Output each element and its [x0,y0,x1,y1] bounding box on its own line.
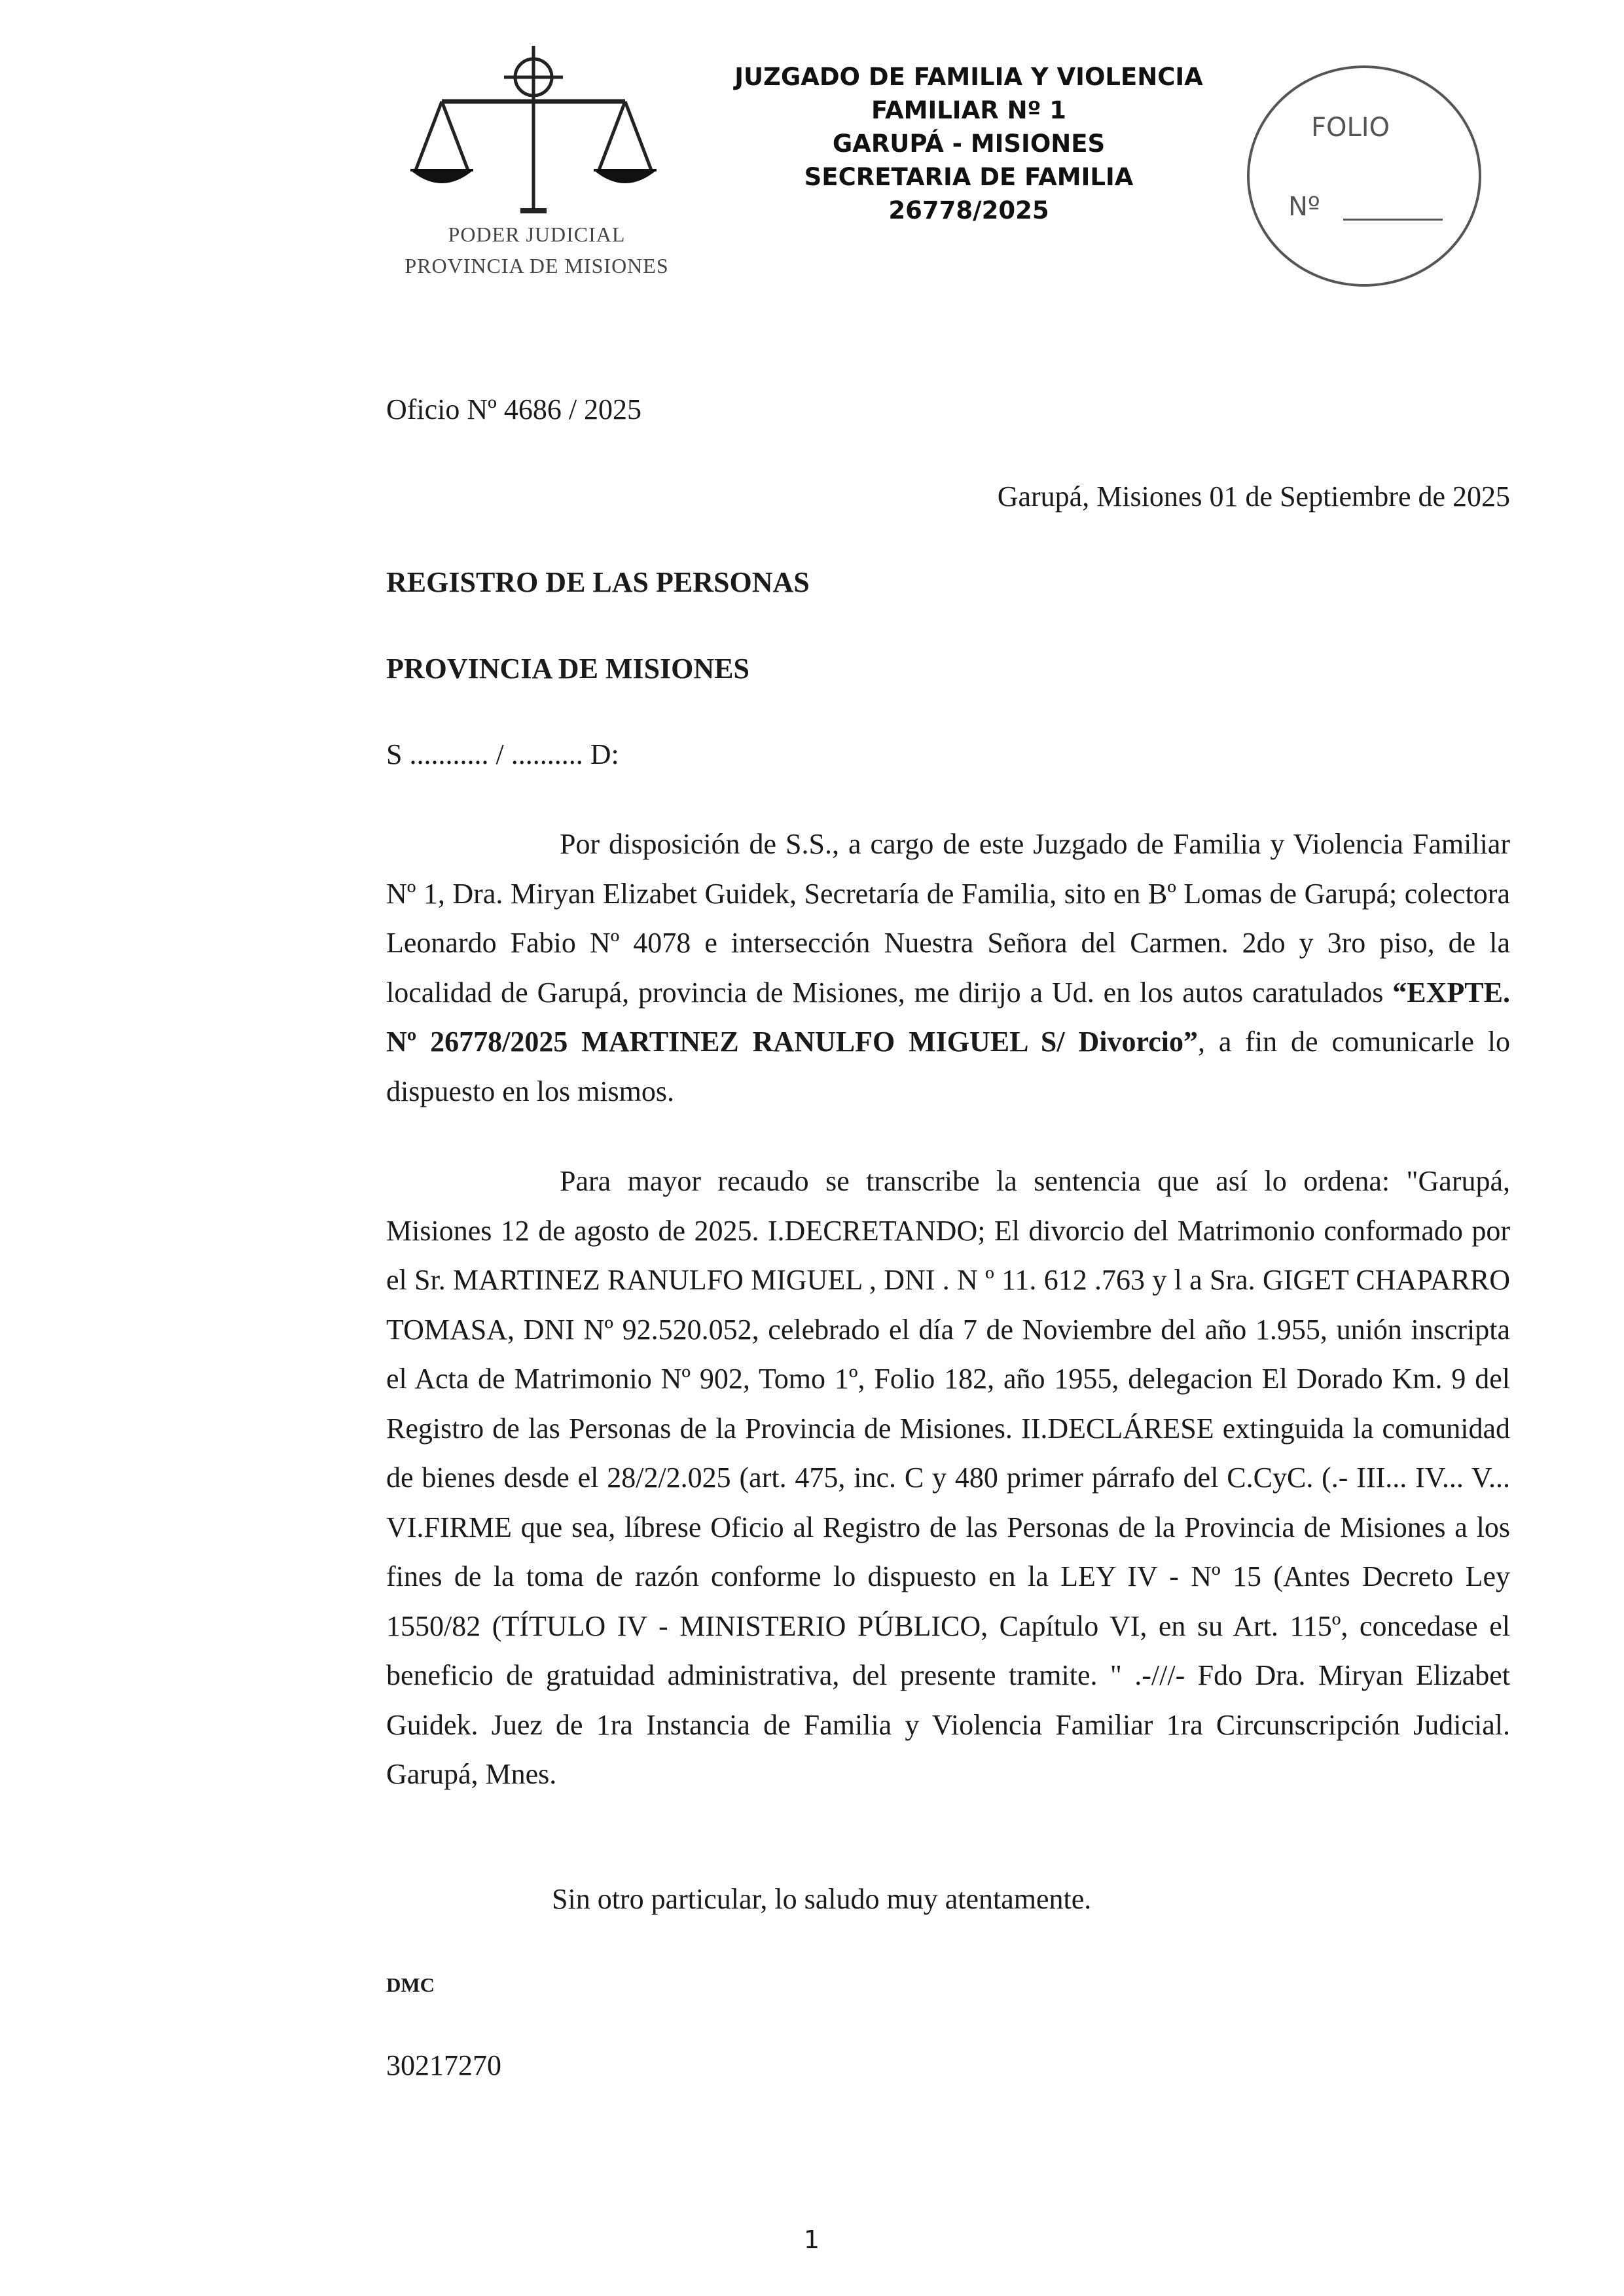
seal-text-line1: PODER JUDICIAL [448,223,626,246]
oficio-number: Oficio Nº 4686 / 2025 [386,393,642,425]
initials: DMC [386,1973,435,1996]
closing-line: Sin otro particular, lo saludo muy atentamente. [552,1883,1092,1915]
recipient-line2: PROVINCIA DE MISIONES [386,653,749,685]
folio-stamp [1247,65,1481,287]
seal-text-line2: PROVINCIA DE MISIONES [405,254,669,278]
folio-label: FOLIO [1311,113,1390,143]
reference-number: 30217270 [386,2049,501,2081]
court-line: FAMILIAR Nº 1 [871,96,1067,124]
paragraph-1-end: , a fin de comunicarle lo dispuesto en los mismos. [386,1026,1510,1107]
page-number: 1 [803,2225,820,2254]
paragraph-1-text: Por disposición de S.S., a cargo de este Juzgado de Familia y Violencia Familiar Nº 1, Dra. Miryan Elizabet Guidek, Secretaría de Familia, sito en Bº Lomas de Garupá; colectora Leonardo Fabio Nº 4078 e intersección Nuestra Señora del Carmen. 2do y 3ro piso, de la localidad de Garupá, provincia de Misiones, me dirijo a Ud. en los autos caratulados [386,828,1510,1009]
court-case-number: 26778/2025 [888,196,1049,224]
court-line: GARUPÁ - MISIONES [832,130,1106,158]
letter-date: Garupá, Misiones 01 de Septiembre de 2025 [997,480,1510,512]
court-line: SECRETARIA DE FAMILIA [804,163,1134,191]
salutation: S ........... / .......... D: [386,738,619,770]
case-title: “EXPTE. Nº 26778/2025 MARTINEZ RANULFO MIGUEL S/ Divorcio” [386,976,1510,1058]
paragraph-2-sentence: Para mayor recaudo se transcribe la sentencia que así lo ordena: "Garupá, Misiones 12 de agosto de 2025. I.DECRETANDO; El divorcio del Matrimonio conformado por el Sr. MARTINEZ RANULFO MIGUEL , DNI . N º 11. 612 .763 y l a Sra. GIGET CHAPARRO TOMASA, DNI Nº 92.520.052, celebrado el día 7 de Noviembre del año 1.955, unión inscripta el Acta de Matrimonio Nº 902, Tomo 1º, Folio 182, año 1955, delegacion El Dorado Km. 9 del Registro de las Personas de la Provincia de Misiones. II.DECLÁRESE extinguida la comunidad de bienes desde el 28/2/2.025 (art. 475, inc. C y 480 primer párrafo del C.CyC. (.- III... IV... V... VI.FIRME que sea, líbrese Oficio al Registro de las Personas de la Provincia de Misiones a los fines de la toma de razón conforme lo dispuesto en la LEY IV - Nº 15 (Antes Decreto Ley 1550/82 (TÍTULO IV - MINISTERIO PÚBLICO, Capítulo VI, en su Art. 115º, concedase el beneficio de gratuidad administrativa, del presente tramite. " .-///- Fdo Dra. Miryan Elizabet Guidek. Juez de 1ra Instancia de Familia y Violencia Familiar 1ra Circunscripción Judicial. Garupá, Mnes. [386,1165,1510,1790]
folio-number-blank [1343,219,1443,221]
court-line: JUZGADO DE FAMILIA Y VIOLENCIA [734,63,1203,91]
court-header [694,60,1244,227]
folio-number-label: Nº [1288,192,1320,222]
recipient-line1: REGISTRO DE LAS PERSONAS [386,566,810,598]
paragraph-1 [386,819,1510,1116]
